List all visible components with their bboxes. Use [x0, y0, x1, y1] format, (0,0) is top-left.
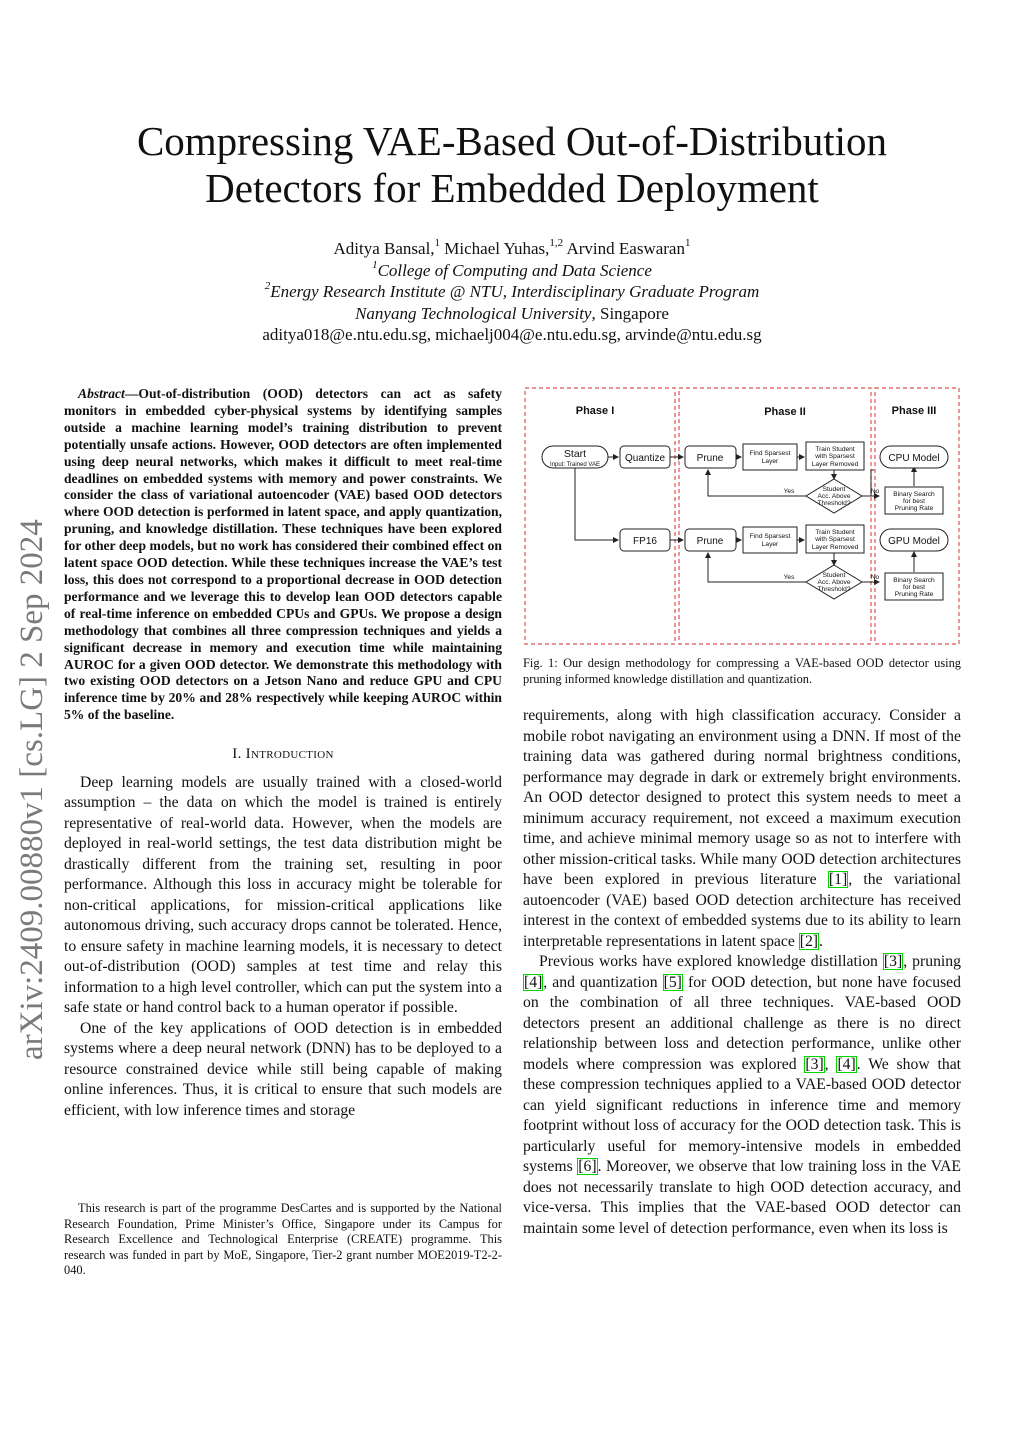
no-label-top: No — [870, 488, 880, 495]
phase-2-label: Phase II — [764, 406, 806, 418]
phase-2-border — [679, 388, 871, 644]
train-label-1-top: Train Student — [815, 446, 855, 453]
author-emails: aditya018@e.ntu.edu.sg, michaelj004@e.ntu.edu.sg, arvinde@ntu.edu.sg — [262, 325, 762, 344]
find-label-1-bottom: Find Sparsest — [749, 533, 791, 540]
train-label-1-bottom: Train Student — [815, 529, 855, 536]
find-sparsest-node-bottom — [743, 527, 797, 553]
flowchart-svg — [523, 386, 961, 648]
yes-label-bottom: Yes — [783, 574, 795, 581]
citation-link[interactable]: [1] — [828, 871, 848, 888]
citation-link[interactable]: [4] — [524, 973, 543, 991]
train-label-3-top: Layer Removed — [811, 461, 859, 468]
citation-link[interactable]: [3] — [883, 953, 903, 970]
find-label-2-bottom: Layer — [761, 541, 779, 548]
decision-label-2-top: Acc. Above — [817, 493, 851, 500]
gpu-model-label: GPU Model — [888, 536, 940, 547]
no-label-bottom: No — [870, 574, 880, 581]
yes-label-top: Yes — [783, 488, 795, 495]
paper-title — [0, 118, 1024, 212]
fp16-label: FP16 — [633, 536, 657, 547]
decision-label-3-bottom: Threshold? — [817, 586, 851, 593]
right-column — [523, 706, 961, 1239]
decision-label-1-bottom: Student — [822, 572, 846, 579]
binary-label-2-bottom: for best — [903, 584, 925, 591]
arxiv-stamp: arXiv:2409.00880v1 [cs.LG] 2 Sep 2024 — [14, 519, 50, 1060]
train-label-3-bottom: Layer Removed — [811, 544, 859, 551]
phase-3-label: Phase III — [891, 405, 937, 417]
quantize-label: Quantize — [624, 453, 666, 464]
citation-link[interactable]: [4] — [837, 1055, 856, 1073]
cpu-model-label: CPU Model — [888, 453, 940, 464]
author-names: Aditya Bansal,$^1$ Michael Yuhas,$^{1,2}$ Arvind Easwaran$^1$ — [333, 237, 691, 258]
phase-1-border — [525, 388, 675, 644]
binary-label-3-top: Pruning Rate — [894, 505, 934, 512]
footnote: This research is part of the programme DesCartes and is supported by the National Research Foundation, Prime Minister’s Office, Singapore under its Campus for Research Excellence and Technological Enterprise (CREATE) programme. This research was funded in part by MoE, Singapore, Tier-2 grant number MOE2019-T2-2-040. — [64, 1201, 502, 1278]
train-label-2-bottom: with Sparsest — [815, 536, 855, 543]
prune-label-bottom: Prune — [696, 536, 724, 547]
binary-label-1-bottom: Binary Search — [893, 577, 935, 584]
right-paragraph-1: requirements, along with high classification accuracy. Consider a mobile robot navigating an environment using a DNN. If most of the training data was gathered during normal brightness conditions, performance may degrade in dark or extremely bright environments. An OOD detector designed to protect this system needs to meet a minimum accuracy requirement, not exceed a maximum execution time, and achieve minimal memory usage so as not to interfere with other mission-critical tasks. While many OOD detection architectures have been explored in previous literature [1], the variational autoencoder (VAE) based OOD detection architecture has received interest in the context of embedded systems due to its ability to learn interpretable representations in latent space [2]. — [523, 707, 961, 950]
abstract-label: Abstract — [78, 386, 125, 401]
decision-label-2-bottom: Acc. Above — [817, 579, 851, 586]
train-label-2-top: with Sparsest — [815, 453, 855, 460]
find-label-1-top: Find Sparsest — [749, 450, 791, 457]
citation-link[interactable]: [6] — [578, 1158, 597, 1175]
author-block — [0, 238, 1024, 346]
intro-paragraph-1: Deep learning models are usually trained with a closed-world assumption – the data on which the model is trained is entirely representative of real-world data. However, when the models are deployed in real-world settings, the test data distribution might be drastically different from the training set, resulting in poor performance. Although this loss in accuracy might be tolerable for non-critical applications, for mission-critical applications like autonomous driving, such accuracy drops cannot be tolerated. Hence, to ensure safety in machine learning models, it is necessary to detect out-of-distribution (OOD) samples at test time and relay this information to a high level controller, which can put the system into a safe state or hand control back to a human operator if possible. — [64, 773, 502, 1017]
phase-3-border — [875, 388, 959, 644]
phase-borders — [525, 388, 959, 644]
figure-caption: Fig. 1: Our design methodology for compressing a VAE-based OOD detector using pruning informed knowledge distillation and quantization. — [523, 656, 961, 686]
binary-label-1-top: Binary Search — [893, 491, 935, 498]
affiliation-1: $^1$College of Computing and Data Science — [372, 258, 652, 280]
affiliation-university: Nanyang Technological University, Singapore — [355, 303, 669, 323]
citation-link[interactable]: [2] — [799, 932, 819, 950]
figure-1-flowchart — [523, 386, 961, 648]
decision-label-3-top: Threshold? — [817, 500, 851, 507]
prune-label-top: Prune — [696, 453, 724, 464]
find-sparsest-node-top — [743, 444, 797, 470]
section-heading-introduction: I. Introduction — [232, 746, 334, 763]
start-label: Start — [563, 448, 587, 460]
abstract-text: —Out-of-distribution (OOD) detectors can act as safety monitors in embedded cyber-physical systems by identifying samples outside a machine learning model’s training distribution to prevent potentially unsafe actions. However, OOD detectors are often implemented using deep neural networks, which makes it difficult to meet real-time deadlines on embedded systems with memory and power constraints. We consider the class of variational autoencoder (VAE) based OOD detectors where OOD detection is performed in latent space, and apply quantization, pruning, and knowledge distillation. These techniques have been explored for other deep models, but no work has considered their combined effect on latent space OOD detection. While these techniques increase the VAE’s test loss, this does not correspond to a proportional decrease in OOD detection performance and we leverage this to develop lean OOD detectors capable of real-time inference on embedded CPUs and GPUs. We propose a design methodology that combines all three compression techniques and yields a significant decrease in memory and execution time while maintaining AUROC for a given OOD detector. We demonstrate this methodology with two existing OOD detectors on a Jetson Nano and reduce GPU and CPU inference time by 20% and 28% respectively while keeping AUROC within 5% of the baseline. — [64, 386, 502, 723]
title-line-2: Detectors for Embedded Deployment — [205, 165, 819, 211]
binary-label-2-top: for best — [903, 498, 925, 505]
find-label-2-top: Layer — [761, 458, 779, 465]
decision-label-1-top: Student — [822, 486, 846, 493]
citation-link[interactable]: [5] — [663, 973, 682, 991]
title-line-1: Compressing VAE-Based Out-of-Distribution — [136, 118, 888, 164]
binary-label-3-bottom: Pruning Rate — [894, 591, 934, 598]
right-paragraph-2: Previous works have explored knowledge distillation [3], pruning [4], and quantization [5] for OOD detection, but none have focused on the combination of all three techniques. VAE-based OOD detectors present an additional challenge as there is no direct relationship between loss and detection performance, unlike other models where compression was explored [3], [4]. We show that these compression techniques applied to a VAE-based OOD detector can yield significant reductions in inference time and memory footprint without loss of accuracy for the OOD detection task. This is particularly useful for memory-intensive models in embedded systems [6]. Moreover, we observe that low training loss in the VAE does not necessarily translate to high OOD detection accuracy, and vice-versa. This implies that the VAE-based OOD detector can maintain some level of detection performance, even when its loss is — [523, 953, 962, 1237]
intro-paragraph-2: One of the key applications of OOD detection is in embedded systems where a deep neural network (DNN) has to be deployed to a resource constrained device while still being capable of making online inferences. Thus, it is critical to ensure that such models are efficient, with low inference times and storage — [64, 1019, 502, 1119]
citation-link[interactable]: [3] — [805, 1055, 824, 1073]
phase-1-label: Phase I — [575, 405, 615, 417]
affiliation-2: $^2$Energy Research Institute @ NTU, Interdisciplinary Graduate Program — [264, 280, 760, 301]
abstract — [64, 386, 502, 724]
start-sub-label: Input: Trained VAE — [550, 462, 600, 468]
left-column — [64, 386, 502, 1121]
